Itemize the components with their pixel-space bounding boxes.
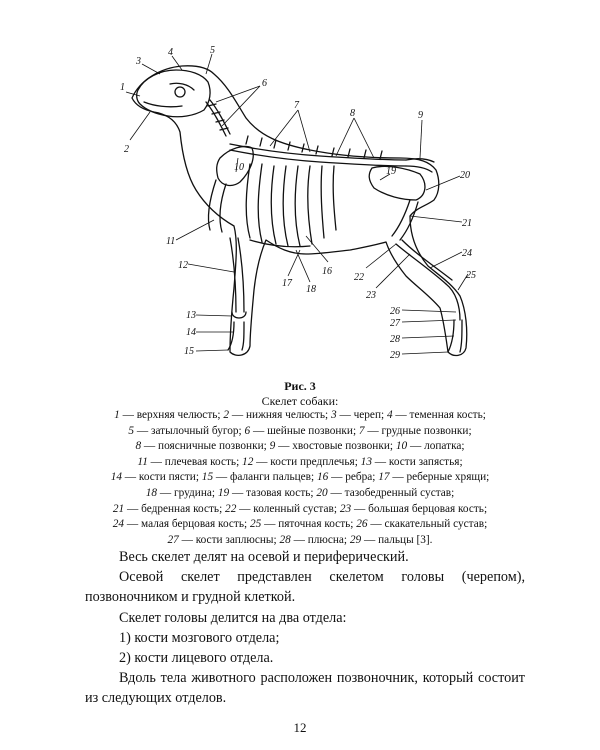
ribs (246, 164, 336, 246)
legend-text: — фаланги пальцев; (213, 471, 317, 484)
legend-text: — поясничные позвонки; (141, 440, 270, 453)
legend-text: — тазобедренный сустав; (327, 486, 455, 499)
pelvis (369, 166, 425, 200)
callout-3: 3 (136, 56, 141, 67)
legend-text: — кости заплюсны; (178, 533, 280, 546)
legend-text: — коленный сустав; (236, 502, 340, 515)
legend-text: — хвостовые позвонки; (275, 440, 396, 453)
figure-legend (70, 408, 530, 548)
callout-16: 16 (322, 266, 332, 277)
femur (392, 200, 418, 240)
legend-number: 15 (201, 471, 214, 484)
callout-9: 9 (418, 110, 423, 121)
callout-22: 22 (354, 272, 364, 283)
legend-text: — плюсна; (290, 533, 350, 546)
callout-23: 23 (366, 290, 376, 301)
dog-skeleton-figure (110, 40, 500, 370)
legend-number: 17 (378, 471, 390, 484)
legend-text: — малая берцовая кость; (124, 518, 250, 531)
legend-line (70, 517, 530, 533)
callout-12: 12 (178, 260, 188, 271)
legend-text: — кости запястья; (371, 455, 463, 468)
callout-1: 1 (120, 82, 125, 93)
sternum (250, 240, 310, 247)
legend-line (70, 439, 530, 455)
figure-title: Рис. 3 (284, 379, 316, 393)
list-item: 2) кости лицевого отдела. (119, 650, 274, 667)
legend-number: 16 (316, 471, 329, 484)
callout-17: 17 (282, 278, 292, 289)
callout-13: 13 (186, 310, 196, 321)
legend-line (70, 502, 530, 518)
legend-text: — череп; (336, 409, 387, 421)
callout-15: 15 (184, 346, 194, 357)
callout-20: 20 (460, 170, 470, 181)
legend-text: — плечевая кость; (147, 455, 243, 468)
forearm-bones (230, 238, 244, 312)
fore-carpal (232, 312, 246, 318)
legend-number: 21 (112, 502, 125, 515)
callout-14: 14 (186, 327, 196, 338)
legend-number: 10 (395, 440, 408, 453)
legend-text: — ребра; (328, 471, 379, 484)
tibia (396, 240, 452, 284)
callout-24: 24 (462, 248, 472, 259)
callout-2: 2 (124, 144, 129, 155)
legend-number: 9 (269, 440, 276, 453)
dog-skeleton-drawing (110, 40, 500, 370)
legend-number: 12 (242, 455, 254, 468)
legend-number: 28 (279, 533, 291, 546)
legend-number: 22 (225, 502, 237, 515)
paragraph: Скелет головы делится на два отдела: (119, 609, 347, 626)
legend-text: — бедренная кость; (124, 502, 226, 515)
legend-text: — теменная кость; (392, 409, 486, 421)
callout-18: 18 (306, 284, 316, 295)
legend-text: — тазовая кость; (229, 486, 317, 499)
legend-line (70, 424, 530, 440)
legend-number: 27 (167, 533, 179, 546)
legend-line (70, 455, 530, 471)
legend-number: 11 (137, 455, 148, 468)
legend-line (70, 533, 530, 549)
legend-text: — лопатка; (407, 440, 465, 453)
legend-text: — затылочный бугор; (134, 424, 245, 437)
legend-line (70, 486, 530, 502)
legend-number: 18 (145, 486, 158, 499)
callout-6: 6 (262, 78, 267, 89)
legend-number: 25 (249, 518, 262, 531)
legend-text: — верхняя челюсть; (119, 409, 224, 421)
humerus (208, 180, 226, 232)
legend-text: — шейные позвонки; (250, 424, 359, 437)
legend-number: 4 (386, 409, 393, 421)
legend-number: 24 (112, 518, 125, 531)
legend-number: 26 (356, 518, 368, 531)
legend-number: 5 (128, 424, 135, 437)
legend-number: 20 (316, 486, 328, 499)
legend-number: 29 (349, 533, 362, 546)
legend-number: 19 (217, 486, 230, 499)
legend-text: — большая берцовая кость; (351, 502, 488, 515)
legend-number: 6 (244, 424, 251, 437)
legend-text: — скакательный сустав; (367, 518, 488, 531)
callout-19: 19 (386, 166, 396, 177)
legend-line (70, 470, 530, 486)
callout-28: 28 (390, 334, 400, 345)
figure-subtitle: Скелет собаки: (261, 394, 339, 408)
legend-number: 8 (135, 440, 142, 453)
paragraph: Осевой скелет представлен скелетом головы (черепом), позвоночником и грудной клеткой. (85, 569, 525, 606)
legend-text: — пяточная кость; (261, 518, 357, 531)
callout-7: 7 (294, 100, 299, 111)
legend-text: — грудина; (157, 486, 218, 499)
callout-29: 29 (390, 350, 400, 361)
skull (137, 70, 210, 117)
legend-number: 2 (223, 409, 230, 421)
list-item: 1) кости мозгового отдела; (119, 629, 280, 646)
legend-text: — нижняя челюсть; (229, 409, 331, 421)
callout-8: 8 (350, 108, 355, 119)
callout-27: 27 (390, 318, 400, 329)
callout-21: 21 (462, 218, 472, 229)
paragraph: Весь скелет делят на осевой и периферический. (119, 549, 409, 565)
legend-text: — кости пясти; (121, 471, 202, 484)
legend-line (70, 408, 530, 424)
callout-5: 5 (210, 45, 215, 56)
callout-11: 11 (166, 236, 176, 247)
page-number: 12 (293, 720, 307, 735)
legend-text: — реберные хрящи; (389, 471, 490, 484)
legend-text: — грудные позвонки; (364, 424, 472, 437)
callout-25: 25 (466, 270, 476, 281)
legend-number: 14 (110, 471, 122, 484)
hind-tarsus (446, 284, 460, 320)
legend-number: 1 (114, 409, 120, 421)
callout-26: 26 (390, 306, 400, 317)
body-outline (132, 66, 467, 356)
legend-text: — пальцы [3]. (361, 533, 433, 546)
legend-number: 13 (360, 455, 372, 468)
callout-4: 4 (168, 47, 173, 58)
legend-text: — кости предплечья; (253, 455, 361, 468)
paragraph: Вдоль тела животного расположен позвоночник, который состоит из следующих отделов. (85, 670, 525, 707)
callout-10: 10 (234, 162, 244, 173)
legend-number: 23 (339, 502, 352, 515)
legend-number: 7 (358, 424, 365, 437)
legend-number: 3 (330, 409, 337, 421)
body-text (85, 547, 525, 709)
